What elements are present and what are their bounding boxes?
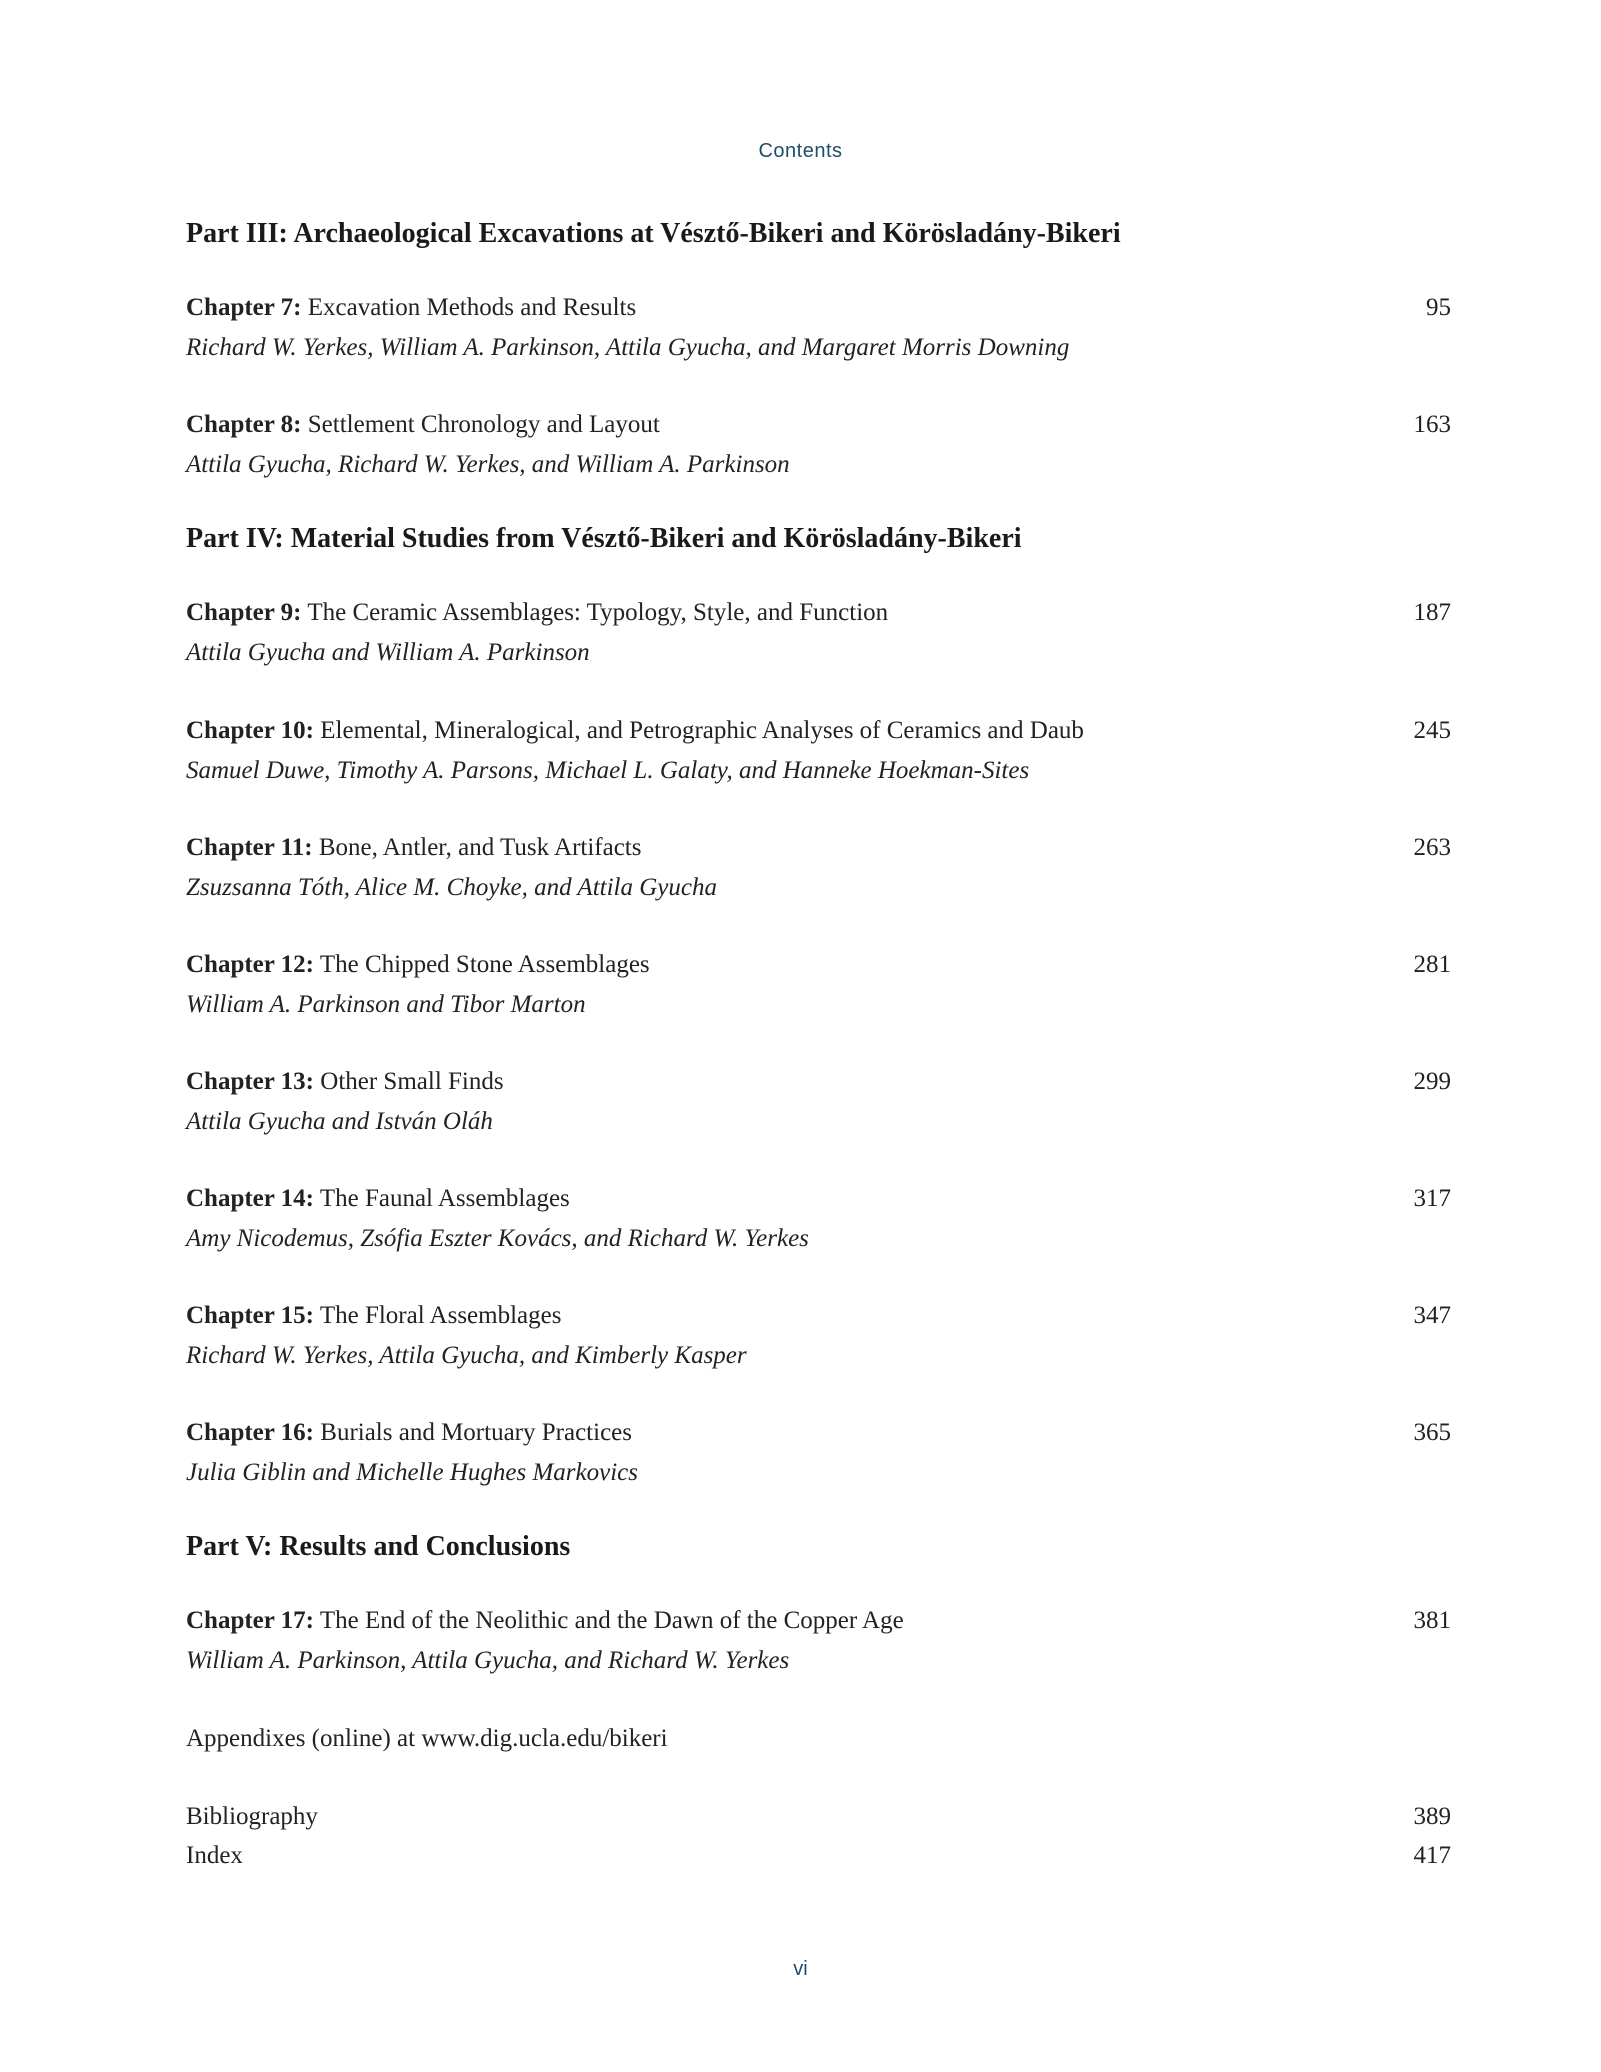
part-heading-iv: Part IV: Material Studies from Vésztő-Bikeri and Körösladány-Bikeri [186,523,1022,554]
page-folio: vi [793,1958,808,1980]
chapter-title: Excavation Methods and Results [307,294,637,321]
chapter-title: The Floral Assemblages [319,1302,562,1329]
toc-entry-chapter-12[interactable] [186,951,1451,1019]
page-number: 281 [1413,951,1451,978]
chapter-authors: Attila Gyucha and William A. Parkinson [186,639,590,666]
toc-entry-index[interactable] [186,1842,1451,1870]
part-heading-iii: Part III: Archaeological Excavations at Vésztő-Bikeri and Körösladány-Bikeri [186,218,1121,249]
toc-entry-appendixes[interactable] [186,1725,1451,1753]
chapter-line [186,717,1451,757]
page-number: 245 [1413,717,1451,744]
chapter-line [186,599,1451,639]
chapter-label: Chapter 15: [186,1302,315,1329]
chapter-label: Chapter 10: [186,717,315,744]
page-number: 381 [1413,1607,1451,1634]
chapter-label: Chapter 14: [186,1185,315,1212]
page-number: 95 [1426,294,1451,321]
chapter-label: Chapter 9: [186,599,302,626]
chapter-label: Chapter 11: [186,834,313,861]
chapter-title: Elemental, Mineralogical, and Petrographic Analyses of Ceramics and Daub [320,717,1084,744]
chapter-title: The Chipped Stone Assemblages [319,951,650,978]
page-number: 299 [1413,1068,1451,1095]
toc-entry-chapter-10[interactable] [186,717,1451,785]
part-heading-v: Part V: Results and Conclusions [186,1531,571,1562]
chapter-authors: Richard W. Yerkes, William A. Parkinson, Attila Gyucha, and Margaret Morris Downing [186,334,1070,361]
chapter-title: Settlement Chronology and Layout [307,411,660,438]
page-number: 163 [1413,411,1451,438]
running-head: Contents [758,140,843,162]
index-label: Index [186,1842,243,1869]
chapter-title: Burials and Mortuary Practices [320,1419,632,1446]
appendixes-label: Appendixes (online) at www.dig.ucla.edu/bikeri [186,1725,668,1752]
chapter-authors: William A. Parkinson and Tibor Marton [186,991,586,1018]
chapter-authors: Richard W. Yerkes, Attila Gyucha, and Kimberly Kasper [186,1342,747,1369]
chapter-authors: Attila Gyucha and István Oláh [186,1108,493,1135]
page-number: 317 [1413,1185,1451,1212]
chapter-line [186,1068,1451,1108]
chapter-title: The Faunal Assemblages [319,1185,570,1212]
chapter-title: Other Small Finds [320,1068,504,1095]
chapter-line [186,411,1451,451]
chapter-authors: William A. Parkinson, Attila Gyucha, and Richard W. Yerkes [186,1647,790,1674]
page-number: 417 [1413,1842,1451,1869]
toc-entry-chapter-16[interactable] [186,1419,1451,1487]
chapter-authors: Amy Nicodemus, Zsófia Eszter Kovács, and Richard W. Yerkes [186,1225,809,1252]
chapter-title: The Ceramic Assemblages: Typology, Style, and Function [307,599,889,626]
chapter-label: Chapter 17: [186,1607,315,1634]
chapter-label: Chapter 16: [186,1419,315,1446]
chapter-line [186,951,1451,991]
chapter-line [186,834,1451,874]
toc-entry-bibliography[interactable] [186,1803,1451,1831]
toc-entry-chapter-17[interactable] [186,1607,1451,1675]
chapter-authors: Attila Gyucha, Richard W. Yerkes, and William A. Parkinson [186,451,790,478]
chapter-label: Chapter 13: [186,1068,315,1095]
chapter-line [186,1419,1451,1459]
toc-entry-chapter-11[interactable] [186,834,1451,902]
chapter-line [186,1302,1451,1342]
bibliography-label: Bibliography [186,1803,318,1830]
toc-entry-chapter-9[interactable] [186,599,1451,667]
chapter-label: Chapter 7: [186,294,302,321]
chapter-line [186,1607,1451,1647]
chapter-line [186,1185,1451,1225]
chapter-authors: Zsuzsanna Tóth, Alice M. Choyke, and Attila Gyucha [186,874,717,901]
chapter-label: Chapter 12: [186,951,315,978]
page-number: 365 [1413,1419,1451,1446]
chapter-authors: Julia Giblin and Michelle Hughes Markovics [186,1459,638,1486]
chapter-title: Bone, Antler, and Tusk Artifacts [318,834,642,861]
page-number: 187 [1413,599,1451,626]
toc-entry-chapter-13[interactable] [186,1068,1451,1136]
toc-entry-chapter-7[interactable] [186,294,1451,362]
toc-entry-chapter-15[interactable] [186,1302,1451,1370]
toc-entry-chapter-14[interactable] [186,1185,1451,1253]
chapter-authors: Samuel Duwe, Timothy A. Parsons, Michael L. Galaty, and Hanneke Hoekman-Sites [186,757,1030,784]
toc-entry-chapter-8[interactable] [186,411,1451,479]
chapter-label: Chapter 8: [186,411,302,438]
page-number: 263 [1413,834,1451,861]
page-number: 347 [1413,1302,1451,1329]
chapter-line [186,294,1451,334]
chapter-title: The End of the Neolithic and the Dawn of the Copper Age [319,1607,904,1634]
page-number: 389 [1413,1803,1451,1830]
